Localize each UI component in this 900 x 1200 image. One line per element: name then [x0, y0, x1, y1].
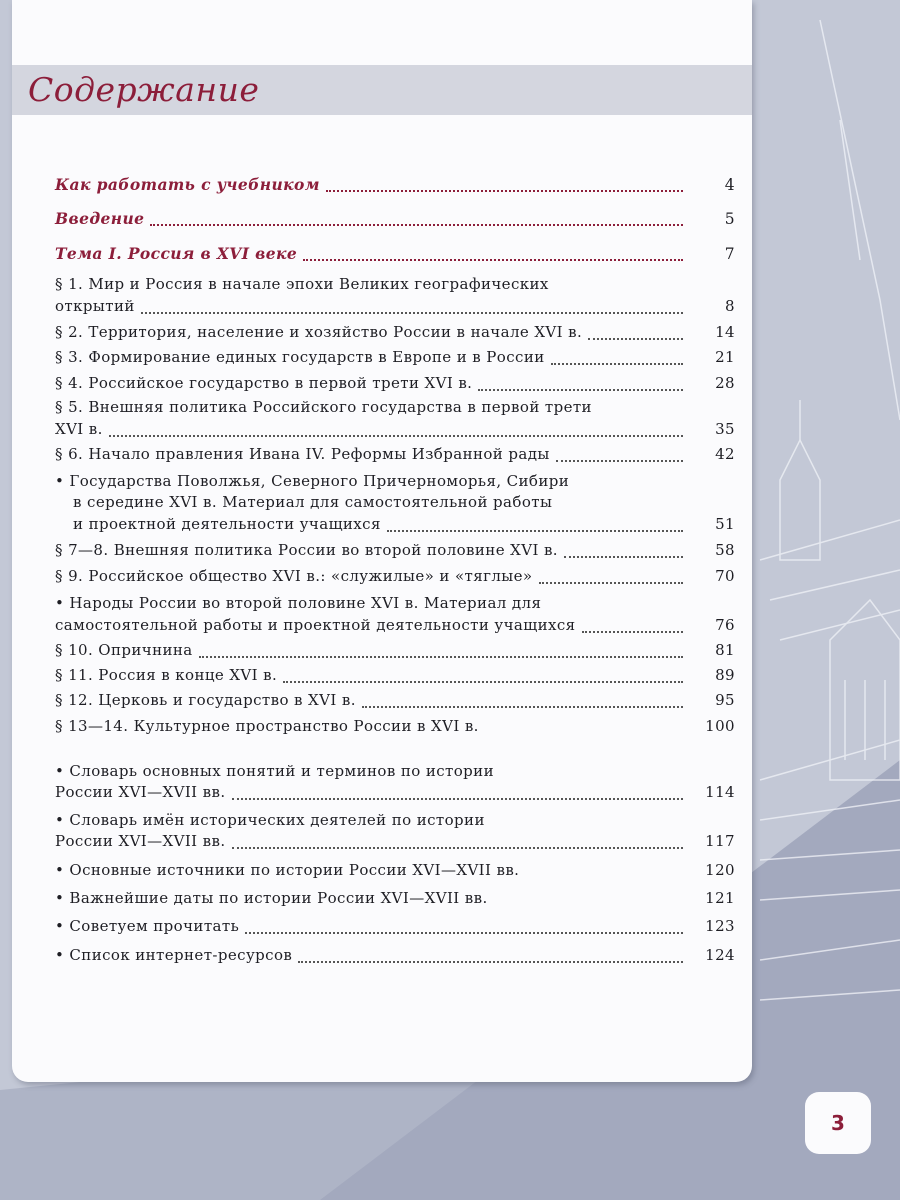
toc-page-number: 21 [715, 348, 735, 366]
toc-page-number: 81 [715, 641, 735, 659]
dot-leader [150, 224, 683, 226]
dot-leader [232, 847, 683, 849]
toc-entry-text: • Словарь имён исторических деятелей по истории [55, 811, 485, 829]
toc-entry-topic-1[interactable] [55, 244, 735, 266]
toc-entry-para-1-line1 [55, 275, 735, 297]
toc-entry-sources[interactable] [55, 861, 735, 883]
toc-entry-text: и проектной деятельности учащихся [73, 515, 381, 533]
toc-entry-text: § 4. Российское государство в первой трети XVI в. [55, 374, 473, 392]
toc-entry-text: § 9. Российское общество XVI в.: «служилые» и «тяглые» [55, 567, 533, 585]
toc-entry-para-5[interactable] [55, 420, 735, 442]
toc-entry-text: России XVI—XVII вв. [55, 783, 226, 801]
dot-leader [556, 460, 683, 462]
dot-leader [478, 389, 683, 391]
toc-entry-text: § 5. Внешняя политика Российского государства в первой трети [55, 398, 592, 416]
dot-leader [109, 435, 683, 437]
toc-page-number: 89 [715, 666, 735, 684]
dot-leader [551, 363, 683, 365]
dot-leader [494, 904, 683, 906]
toc-entry-text: • Словарь основных понятий и терминов по истории [55, 762, 494, 780]
toc-page-number: 8 [725, 297, 735, 315]
toc-entry-text: § 10. Опричнина [55, 641, 193, 659]
toc-page-number: 95 [715, 691, 735, 709]
toc-entry-names-line1 [55, 811, 735, 833]
toc-entry-para-9[interactable] [55, 567, 735, 589]
toc-entry-text: Как работать с учебником [55, 175, 320, 194]
toc-entry-para-7-8[interactable] [55, 541, 735, 563]
toc-entry-text: • Народы России во второй половине XVI в. Материал для [55, 594, 542, 612]
toc-page-number: 14 [715, 323, 735, 341]
toc-page-number: 114 [705, 783, 735, 801]
dot-leader [245, 932, 683, 934]
toc-entry-para-5-line1 [55, 398, 735, 420]
toc-entry-para-13-14[interactable] [55, 717, 735, 739]
toc-entry-text: § 2. Территория, население и хозяйство России в начале XVI в. [55, 323, 583, 341]
toc-entry-para-6[interactable] [55, 445, 735, 467]
toc-page-number: 121 [705, 889, 735, 907]
dot-leader [232, 798, 683, 800]
dot-leader [303, 259, 683, 261]
toc-entry-internet[interactable] [55, 946, 735, 968]
toc-page-number: 76 [715, 616, 735, 634]
toc-entry-para-4[interactable] [55, 374, 735, 396]
dot-leader [283, 681, 683, 683]
toc-entry-names[interactable] [55, 832, 735, 854]
toc-entry-text: • Государства Поволжья, Северного Причерноморья, Сибири [55, 472, 570, 490]
toc-entry-para-12[interactable] [55, 691, 735, 713]
toc-entry-text: XVI в. [55, 420, 103, 438]
toc-page-number: 35 [715, 420, 735, 438]
toc-entry-text: в середине XVI в. Материал для самостоятельной работы [73, 493, 553, 511]
toc-entry-volga-line1 [55, 472, 735, 494]
toc-entry-text: открытий [55, 297, 135, 315]
toc-entry-peoples[interactable] [55, 616, 735, 638]
page-title: Содержание [28, 70, 260, 109]
dot-leader [588, 338, 683, 340]
toc-entry-volga-line2 [55, 493, 753, 515]
toc-entry-para-3[interactable] [55, 348, 735, 370]
toc-entry-glossary-line1 [55, 762, 735, 784]
toc-entry-dates[interactable] [55, 889, 735, 911]
toc-entry-volga[interactable] [55, 515, 735, 537]
toc-page-number: 7 [724, 245, 735, 263]
toc-entry-text: самостоятельной работы и проектной деятельности учащихся [55, 616, 576, 634]
dot-leader [539, 582, 684, 584]
toc-entry-text: Введение [55, 209, 145, 228]
dot-leader [387, 530, 683, 532]
toc-entry-text: § 11. Россия в конце XVI в. [55, 666, 278, 684]
toc-entry-text: § 6. Начало правления Ивана IV. Реформы Избранной рады [55, 445, 550, 463]
toc-page-number: 28 [715, 374, 735, 392]
toc-page-number: 51 [715, 515, 735, 533]
dot-leader [141, 312, 683, 314]
dot-leader [298, 961, 683, 963]
toc-entry-text: § 7—8. Внешняя политика России во второй половине XVI в. [55, 541, 558, 559]
toc-entry-text: § 3. Формирование единых государств в Европе и в России [55, 348, 545, 366]
page-number-badge: 3 [805, 1092, 871, 1154]
toc-page-number: 100 [705, 717, 735, 735]
toc-entry-introduction[interactable] [55, 209, 735, 231]
toc-entry-text: § 12. Церковь и государство в XVI в. [55, 691, 356, 709]
dot-leader [582, 631, 683, 633]
toc-entry-peoples-line1 [55, 594, 735, 616]
toc-entry-para-11[interactable] [55, 666, 735, 688]
toc-entry-glossary[interactable] [55, 783, 735, 805]
toc-entry-text: • Основные источники по истории России XVI—XVII вв. [55, 861, 520, 879]
toc-entry-text: • Список интернет-ресурсов [55, 946, 293, 964]
dot-leader [199, 656, 683, 658]
dot-leader [564, 556, 683, 558]
toc-entry-text: Тема I. Россия в XVI веке [55, 244, 298, 263]
toc-entry-text: § 13—14. Культурное пространство России в XVI в. [55, 717, 479, 735]
dot-leader [362, 706, 683, 708]
toc-entry-para-1[interactable] [55, 297, 735, 319]
toc-page-number: 4 [724, 176, 735, 194]
dot-leader [485, 732, 683, 734]
toc-entry-text: § 1. Мир и Россия в начале эпохи Великих географических [55, 275, 549, 293]
toc-entry-text: • Важнейшие даты по истории России XVI—XVII вв. [55, 889, 488, 907]
toc-page-number: 120 [705, 861, 735, 879]
toc-page-number: 42 [715, 445, 735, 463]
toc-entry-reading[interactable] [55, 917, 735, 939]
toc-page-number: 123 [705, 917, 735, 935]
toc-entry-text: • Советуем прочитать [55, 917, 240, 935]
toc-entry-para-10[interactable] [55, 641, 735, 663]
toc-page-number: 70 [715, 567, 735, 585]
toc-page-number: 58 [715, 541, 735, 559]
toc-entry-para-2[interactable] [55, 323, 735, 345]
dot-leader [525, 876, 683, 878]
toc-page-number: 117 [705, 832, 735, 850]
toc-page-number: 124 [705, 946, 735, 964]
toc-entry-text: России XVI—XVII вв. [55, 832, 226, 850]
dot-leader [326, 190, 683, 192]
toc-entry-how-to-work[interactable] [55, 175, 735, 197]
toc-page-number: 5 [724, 210, 735, 228]
